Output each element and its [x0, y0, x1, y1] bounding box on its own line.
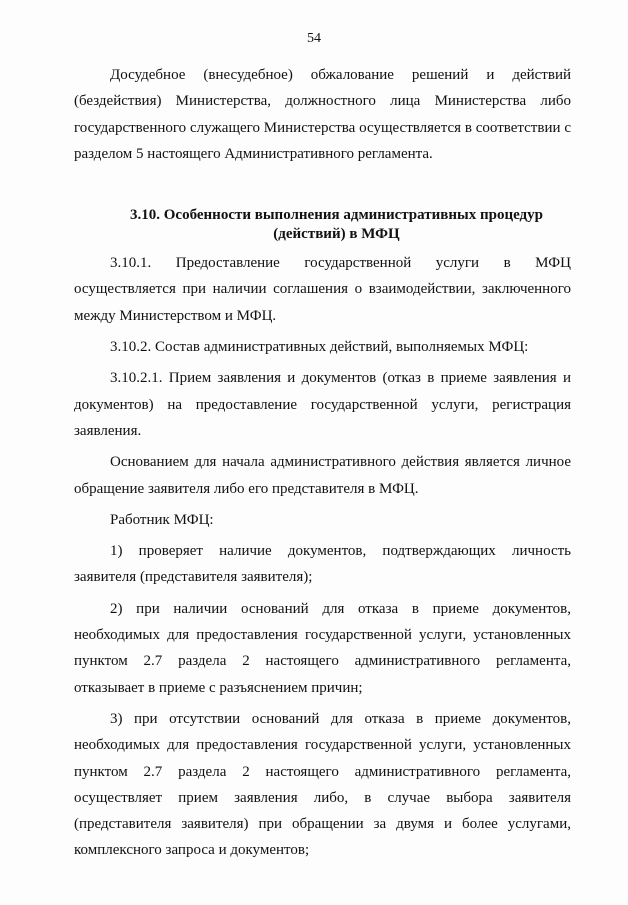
paragraph-worker: Работник МФЦ:: [110, 511, 214, 528]
intro-paragraph: Досудебное (внесудебное) обжалование решений и действий (бездействия) Министерства, должностного лица Министерства либо государственного служащего Министерства осуществляется в соответствии с разделом 5 настоящего Административного регламента.: [74, 67, 571, 162]
paragraph-3-10-1: 3.10.1. Предоставление государственной услуги в МФЦ осуществляется при наличии соглашения о взаимодействии, заключенного между Министерством и МФЦ.: [74, 255, 571, 324]
section-heading: 3.10. Особенности выполнения административных процедур (действий) в МФЦ: [130, 207, 543, 243]
page-number: 54: [307, 31, 321, 46]
document-body: [74, 62, 571, 864]
paragraph-3-10-2: 3.10.2. Состав административных действий, выполняемых МФЦ:: [110, 339, 529, 356]
list-item-2: 2) при наличии оснований для отказа в приеме документов, необходимых для предоставления государственной услуги, установленных пунктом 2.7 раздела 2 настоящего административного регламента, отказывает в приеме с разъяснением причин;: [74, 600, 571, 696]
paragraph-basis: Основанием для начала административного действия является личное обращение заявителя либо его представителя в МФЦ.: [74, 454, 571, 497]
paragraph-3-10-2-1: 3.10.2.1. Прием заявления и документов (отказ в приеме заявления и документов) на предоставление государственной услуги, регистрация заявления.: [74, 370, 571, 439]
list-item-1: 1) проверяет наличие документов, подтверждающих личность заявителя (представителя заявителя);: [74, 543, 571, 586]
list-item-3: 3) при отсутствии оснований для отказа в приеме документов, необходимых для предоставления государственной услуги, установленных пунктом 2.7 раздела 2 настоящего административного регламента, осуществляет прием заявления либо, в случае выбора заявителя (представителя заявителя) при обращении за двумя и более услугами, комплексного запроса и документов;: [74, 710, 571, 859]
